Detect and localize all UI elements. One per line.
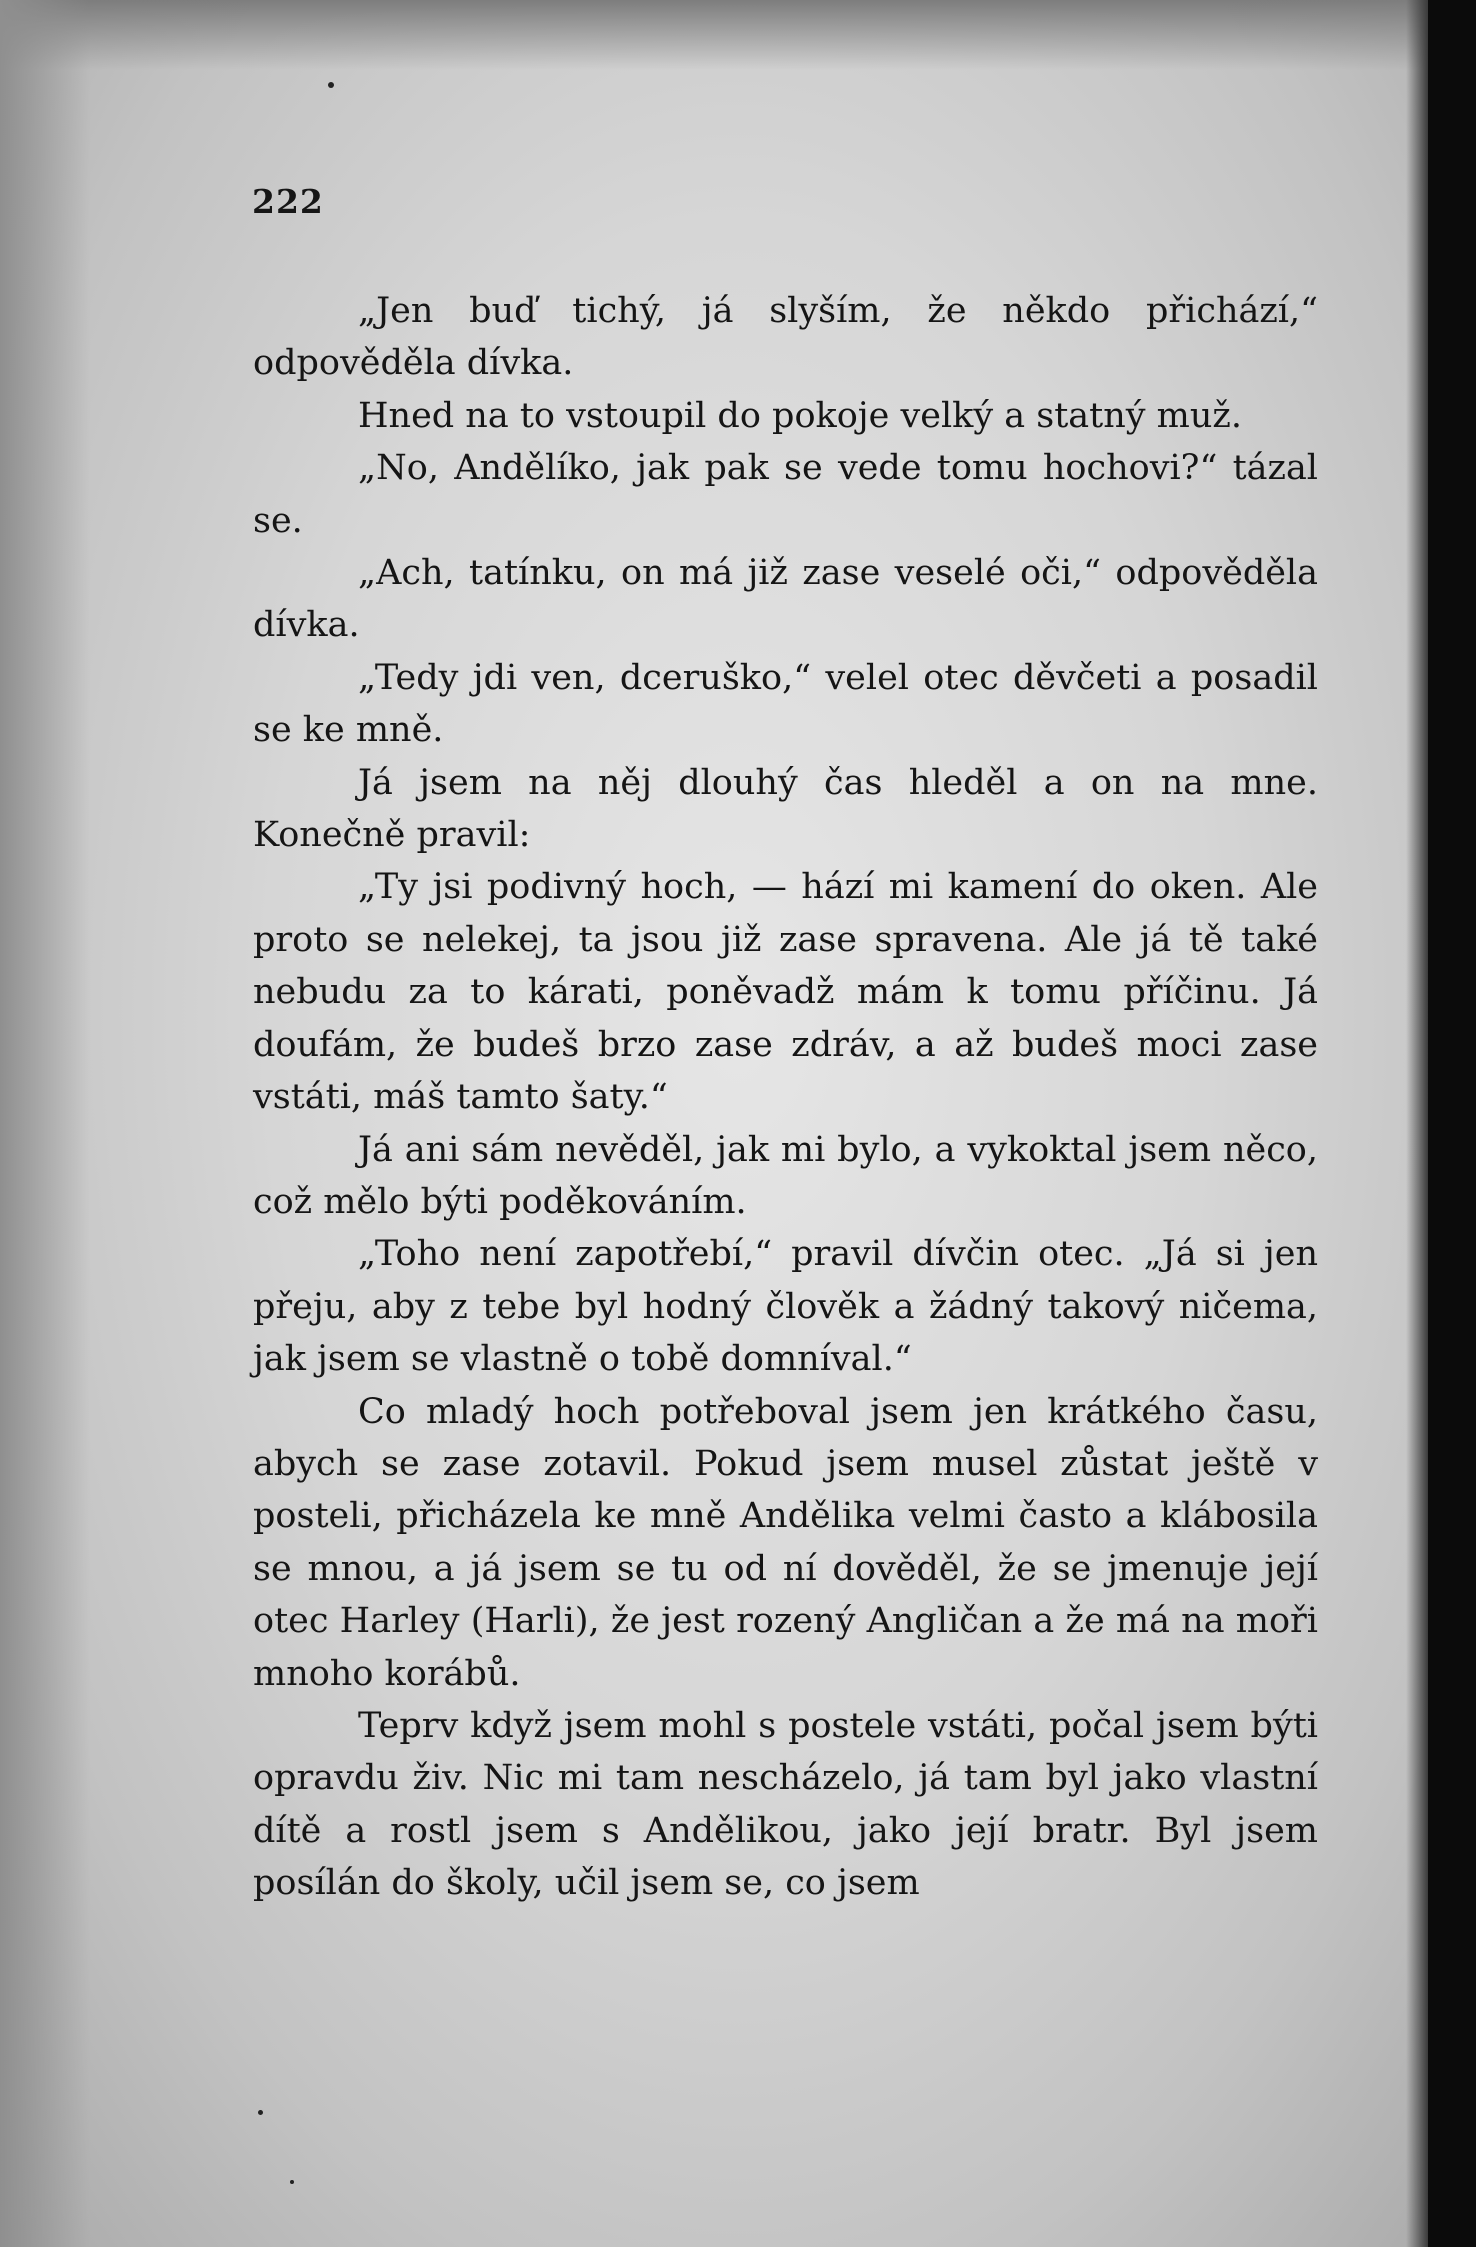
paragraph: „Ty jsi podivný hoch, — hází mi kamení do oken. Ale proto se nelekej, ta jsou již zase spravena. Ale já tě také nebudu za to kárati, poněvadž mám k tomu příčinu. Já doufám, že budeš brzo zase zdráv, a až budeš moci zase vstáti, máš tamto šaty.“ [253, 867, 1318, 1118]
book-binding-edge [1428, 0, 1476, 2247]
page-top-shadow [0, 0, 1476, 70]
paragraph: „Jen buď tichý, já slyším, že někdo přichází,“ odpověděla dívka. [253, 291, 1318, 384]
paragraph: „Tedy jdi ven, dceruško,“ velel otec děvčeti a posadil se ke mně. [253, 657, 1318, 751]
ink-speck [258, 2110, 263, 2115]
ink-speck [328, 82, 334, 88]
paragraph: „Ach, tatínku, on má již zase veselé oči,“ odpověděla dívka. [253, 553, 1318, 646]
paragraph: Já ani sám nevěděl, jak mi bylo, a vykoktal jsem něco, což mělo býti poděkováním. [253, 1129, 1318, 1222]
paragraph: Teprv když jsem mohl s postele vstáti, počal jsem býti opravdu živ. Nic mi tam nescházelo, já tam byl jako vlastní dítě a rostl jsem s Andělikou, jako její bratr. Byl jsem posílán do školy, učil jsem se, co jsem [253, 1705, 1318, 1904]
binding-shadow [1406, 0, 1428, 2247]
paragraph: Co mladý hoch potřeboval jsem jen krátkého času, abych se zase zotavil. Pokud jsem musel zůstat ještě v posteli, přicházela ke mně Andělika velmi často a klábosila se mnou, a já jsem se tu od ní dověděl, že se jmenuje její otec Harley (Harli), že jest rozený Angličan a že má na moři mnoho korábů. [253, 1391, 1318, 1694]
ink-speck [290, 2180, 294, 2184]
page-left-shadow [0, 0, 90, 2247]
page-number: 222 [252, 182, 324, 221]
paragraph: „No, Andělíko, jak pak se vede tomu hochovi?“ tázal se. [253, 448, 1318, 541]
paragraph: „Toho není zapotřebí,“ pravil dívčin otec. „Já si jen přeju, aby z tebe byl hodný člověk a žádný takový ničema, jak jsem se vlastně o tobě domníval.“ [253, 1234, 1318, 1380]
paragraph: Hned na to vstoupil do pokoje velký a statný muž. [358, 395, 1242, 436]
body-text [253, 285, 1318, 1910]
paragraph: Já jsem na něj dlouhý čas hleděl a on na mne. Konečně pravil: [253, 762, 1318, 856]
